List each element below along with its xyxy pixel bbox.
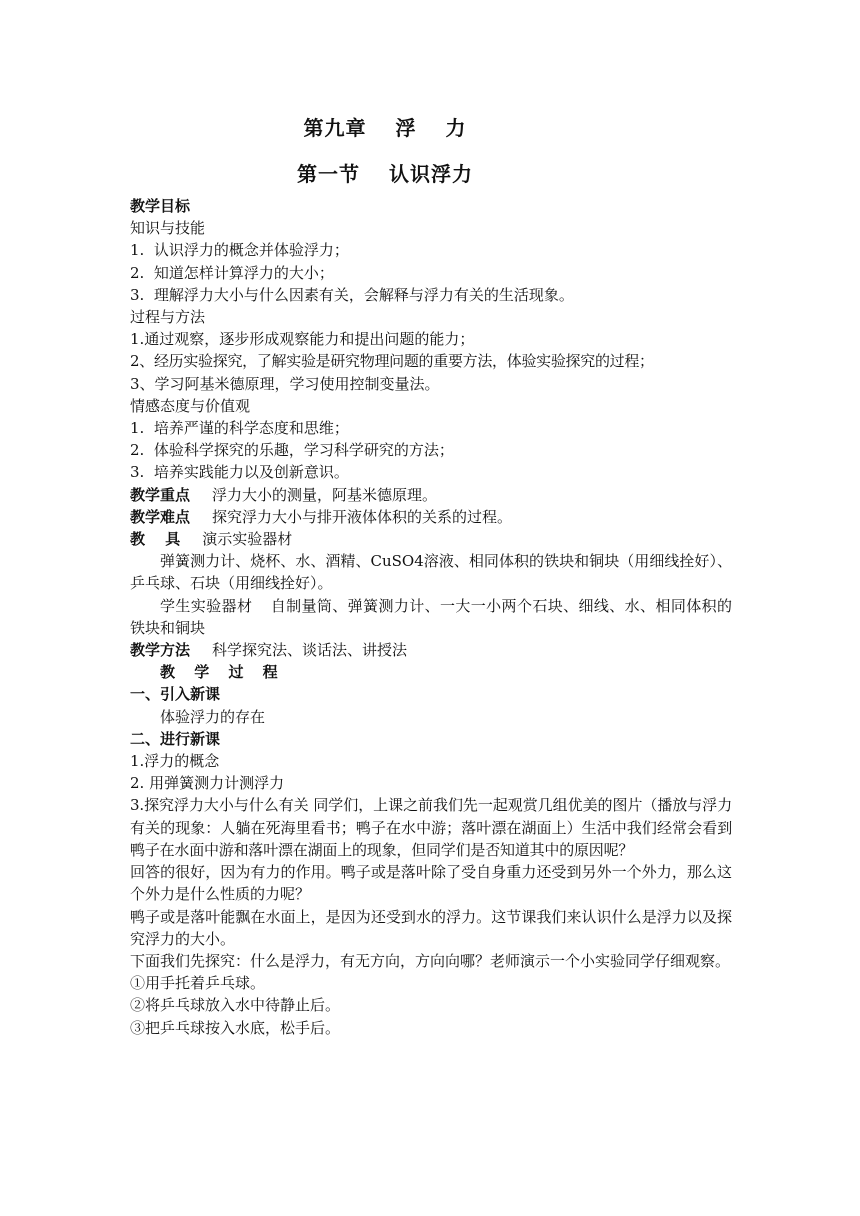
paragraph: 下面我们先探究：什么是浮力，有无方向，方向向哪？老师演示一个小实验同学仔细观察。: [130, 951, 731, 970]
section-title: 第一节 认识浮力: [297, 162, 473, 186]
difficulties-row: [130, 506, 732, 528]
equipment-row: [130, 528, 732, 550]
chapter-title: 第九章 浮 力: [303, 116, 467, 140]
list-item: 2. 体验科学探究的乐趣，学习科学研究的方法；: [130, 441, 454, 460]
part1-heading: 一、引入新课: [130, 685, 221, 704]
list-item: ①用手托着乒乓球。: [130, 974, 266, 993]
lesson-body: [130, 195, 732, 1039]
student-equipment-list: 自制量筒、弹簧测力计、一大一小两个石块、细线、水、相同体积的铁块和铜块: [130, 596, 732, 637]
process-heading: 教 学 过 程: [160, 663, 278, 682]
methods-label: 教学方法: [130, 641, 191, 660]
paragraph: 回答的很好，因为有力的作用。鸭子或是落叶除了受自身重力还受到另外一个外力，那么这个外力是什么性质的力呢？: [130, 863, 732, 904]
key-points-row: [130, 484, 732, 506]
methods-row: [130, 639, 732, 661]
list-item: ③把乒乓球按入水底，松手后。: [130, 1018, 341, 1037]
list-item: 3. 理解浮力大小与什么因素有关，会解释与浮力有关的生活现象。: [130, 285, 574, 304]
knowledge-label: 知识与技能: [130, 219, 206, 238]
student-equipment-label: 学生实验器材: [160, 596, 253, 615]
equipment-label: 教 具: [130, 530, 181, 549]
equipment-text: 演示实验器材: [202, 530, 293, 549]
list-item: 3、学习阿基米德原理，学习使用控制变量法。: [130, 374, 440, 393]
difficulties-text: 探究浮力大小与排开液体体积的关系的过程。: [212, 507, 513, 526]
list-item: 2、经历实验探究，了解实验是研究物理问题的重要方法，体验实验探究的过程；: [130, 352, 654, 371]
list-item: 1.浮力的概念: [130, 752, 220, 771]
attitude-label: 情感态度与价值观: [130, 396, 251, 415]
list-item: 1. 认识浮力的概念并体验浮力；: [130, 241, 349, 260]
part2-heading: 二、进行新课: [130, 729, 221, 748]
objectives-heading: 教学目标: [130, 197, 191, 215]
difficulties-label: 教学难点: [130, 507, 191, 526]
list-item: 1. 培养严谨的科学态度和思维；: [130, 419, 349, 438]
paragraph: 鸭子或是落叶能飘在水面上，是因为还受到水的浮力。这节课我们来认识什么是浮力以及探究浮力的大小。: [130, 907, 732, 948]
key-points-label: 教学重点: [130, 485, 191, 504]
student-equipment-row: [130, 595, 732, 639]
demo-equipment-list: 弹簧测力计、烧杯、水、酒精、CuSO4溶液、相同体积的铁块和铜块（用细线拴好）、乒乓球、石块（用细线拴好）。: [130, 552, 732, 593]
part1-text: 体验浮力的存在: [160, 707, 266, 726]
list-item: ②将乒乓球放入水中待静止后。: [130, 996, 341, 1015]
list-item: 1.通过观察，逐步形成观察能力和提出问题的能力；: [130, 330, 475, 349]
list-item: 2. 用弹簧测力计测浮力: [130, 774, 285, 793]
paragraph: 3.探究浮力大小与什么有关 同学们，上课之前我们先一起观赏几组优美的图片（播放与浮力有关的现象：人躺在死海里看书；鸭子在水中游；落叶漂在湖面上）生活中我们经常会看到鸭子在水面中游和落叶漂在湖面上的现象，但同学们是否知道其中的原因呢？: [130, 796, 732, 859]
process-label: 过程与方法: [130, 308, 206, 327]
key-points-text: 浮力大小的测量，阿基米德原理。: [212, 485, 438, 504]
list-item: 3. 培养实践能力以及创新意识。: [130, 463, 349, 482]
list-item: 2. 知道怎样计算浮力的大小；: [130, 263, 334, 282]
methods-text: 科学探究法、谈话法、讲授法: [212, 641, 408, 660]
